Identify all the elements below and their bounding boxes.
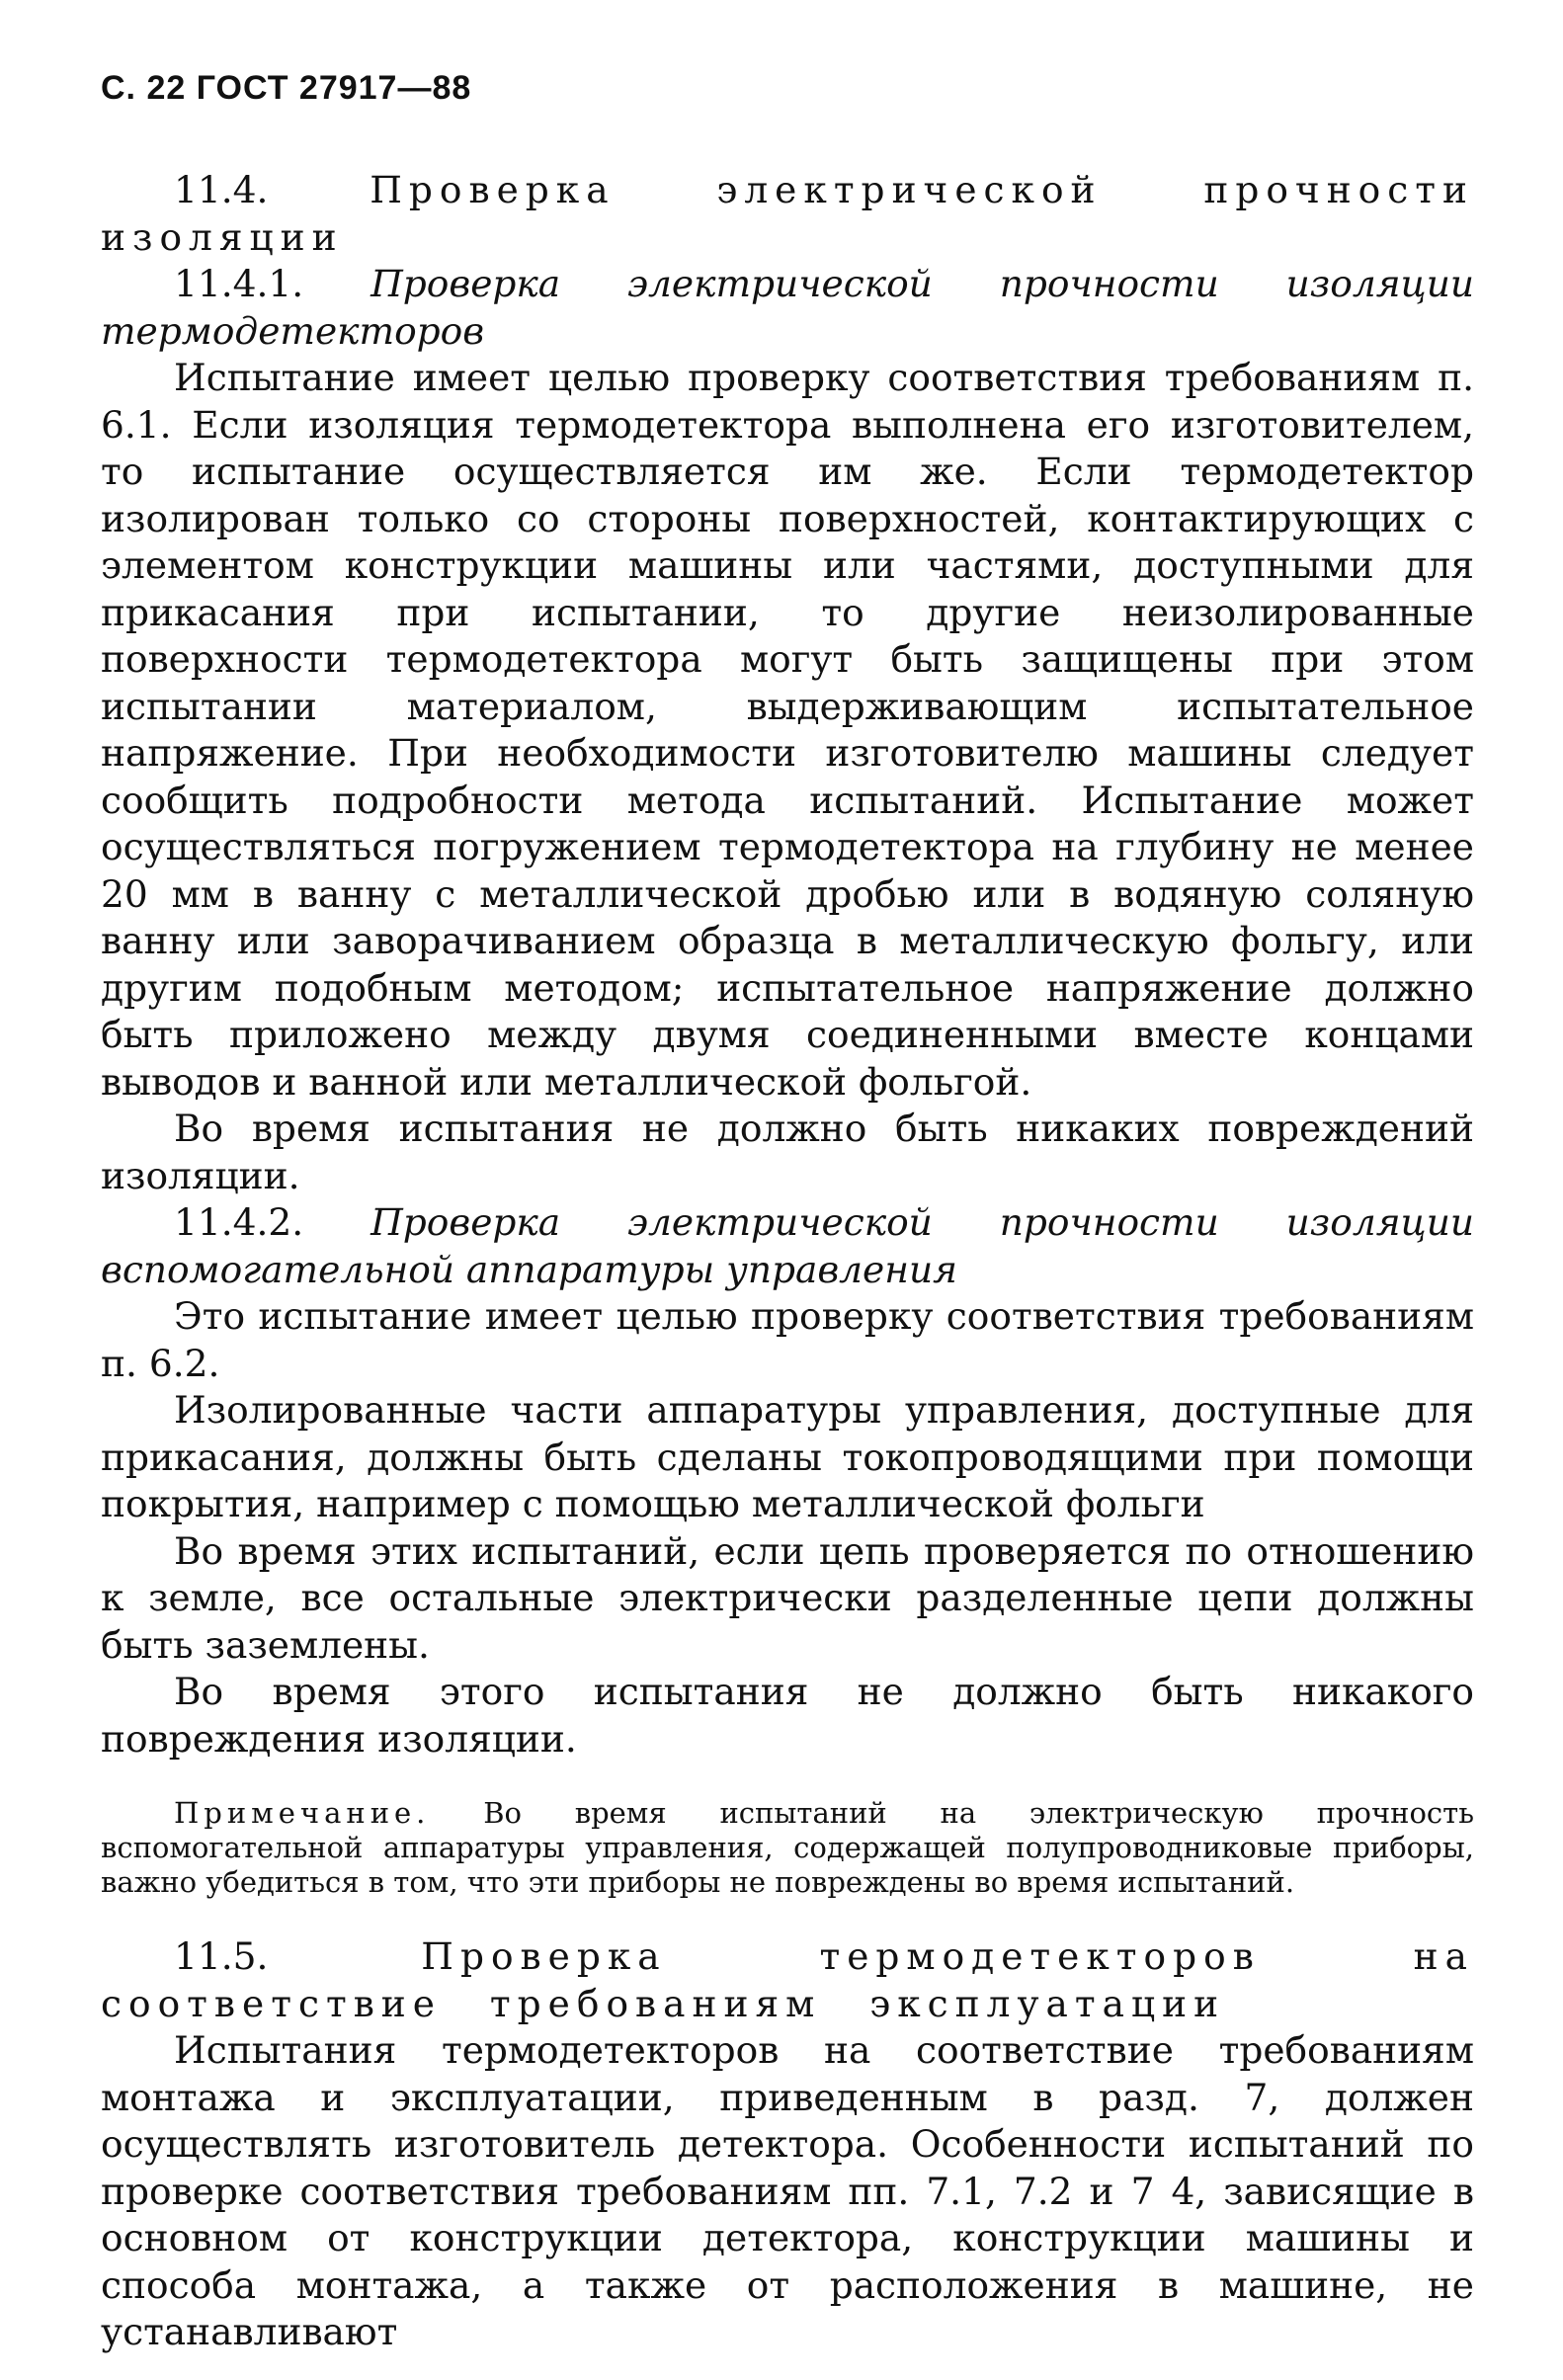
- section-11-4-2-heading: [101, 1199, 1474, 1293]
- section-11-5-heading: [101, 1933, 1474, 2027]
- section-11-5-title: Проверка термодетекторов на соответствие требованиям эксплуатации: [101, 1934, 1474, 2025]
- paragraph: Это испытание имеет целью проверку соответствия требованиям п. 6.2.: [101, 1294, 1474, 1385]
- section-11-4-1-heading: [101, 261, 1474, 355]
- section-11-5-number: 11.5.: [174, 1934, 269, 1978]
- page-header: С. 22 ГОСТ 27917—88: [101, 69, 472, 107]
- note-text: Во время испытаний на электрическую прочность вспомогательной аппаратуры управления, содержащей полупроводниковые приборы, важно убедиться в том, что эти приборы не повреждены во время испытаний.: [101, 1796, 1474, 1899]
- section-11-4-1-title: Проверка электрической прочности изоляции термодетекторов: [101, 262, 1474, 353]
- section-11-4-2-number: 11.4.2.: [174, 1200, 304, 1244]
- paragraph: Испытания термодетекторов на соответствие требованиям монтажа и эксплуатации, приведенным в разд. 7, должен осуществлять изготовитель детектора. Особенности испытаний по проверке соответствия требованиям пп. 7.1, 7.2 и 7 4, зависящие в основном от конструкции детектора, конструкции машины и способа монтажа, а также от расположения в машине, не устанавливают: [101, 2028, 1474, 2353]
- section-11-4-2-title: Проверка электрической прочности изоляции вспомогательной аппаратуры управления: [101, 1200, 1474, 1291]
- paragraph: Во время этого испытания не должно быть никакого повреждения изоляции.: [101, 1670, 1474, 1761]
- section-11-4-heading: [101, 167, 1474, 261]
- section-11-4-number: 11.4.: [174, 168, 269, 211]
- paragraph: Изолированные части аппаратуры управления, доступные для прикасания, должны быть сделаны токопроводящими при помощи покрытия, например с помощью металлической фольги: [101, 1388, 1474, 1525]
- paragraph: Во время этих испытаний, если цепь проверяется по отношению к земле, все остальные электрически разделенные цепи должны быть заземлены.: [101, 1528, 1474, 1667]
- section-11-4-title: Проверка электрической прочности изоляции: [101, 168, 1475, 259]
- paragraph: Испытание имеет целью проверку соответствия требованиям п. 6.1. Если изоляция термодетектора выполнена его изготовителем, то испытание осуществляется им же. Если термодетектор изолирован только со стороны поверхностей, контактирующих с элементом конструкции машины или частями, доступными для прикасания при испытании, то другие неизолированные поверхности термодетектора могут быть защищены при этом испытании материалом, выдерживающим испытательное напряжение. При необходимости изготовителю машины следует сообщить подробности метода испытаний. Испытание может осуществляться погружением термодетектора на глубину не менее 20 мм в ванну с металлической дробью или в водяную соляную ванну или заворачиванием образца в металлическую фольгу, или другим подобным методом; испытательное напряжение должно быть приложено между двумя соединенными вместе концами выводов и ванной или металлической фольгой.: [101, 356, 1474, 1104]
- document-page: [101, 69, 1474, 2356]
- paragraph: Во время испытания не должно быть никаких повреждений изоляции.: [101, 1107, 1474, 1197]
- section-11-4-1-number: 11.4.1.: [174, 262, 304, 305]
- note-label: Примечание.: [174, 1796, 431, 1830]
- note: [101, 1796, 1474, 1900]
